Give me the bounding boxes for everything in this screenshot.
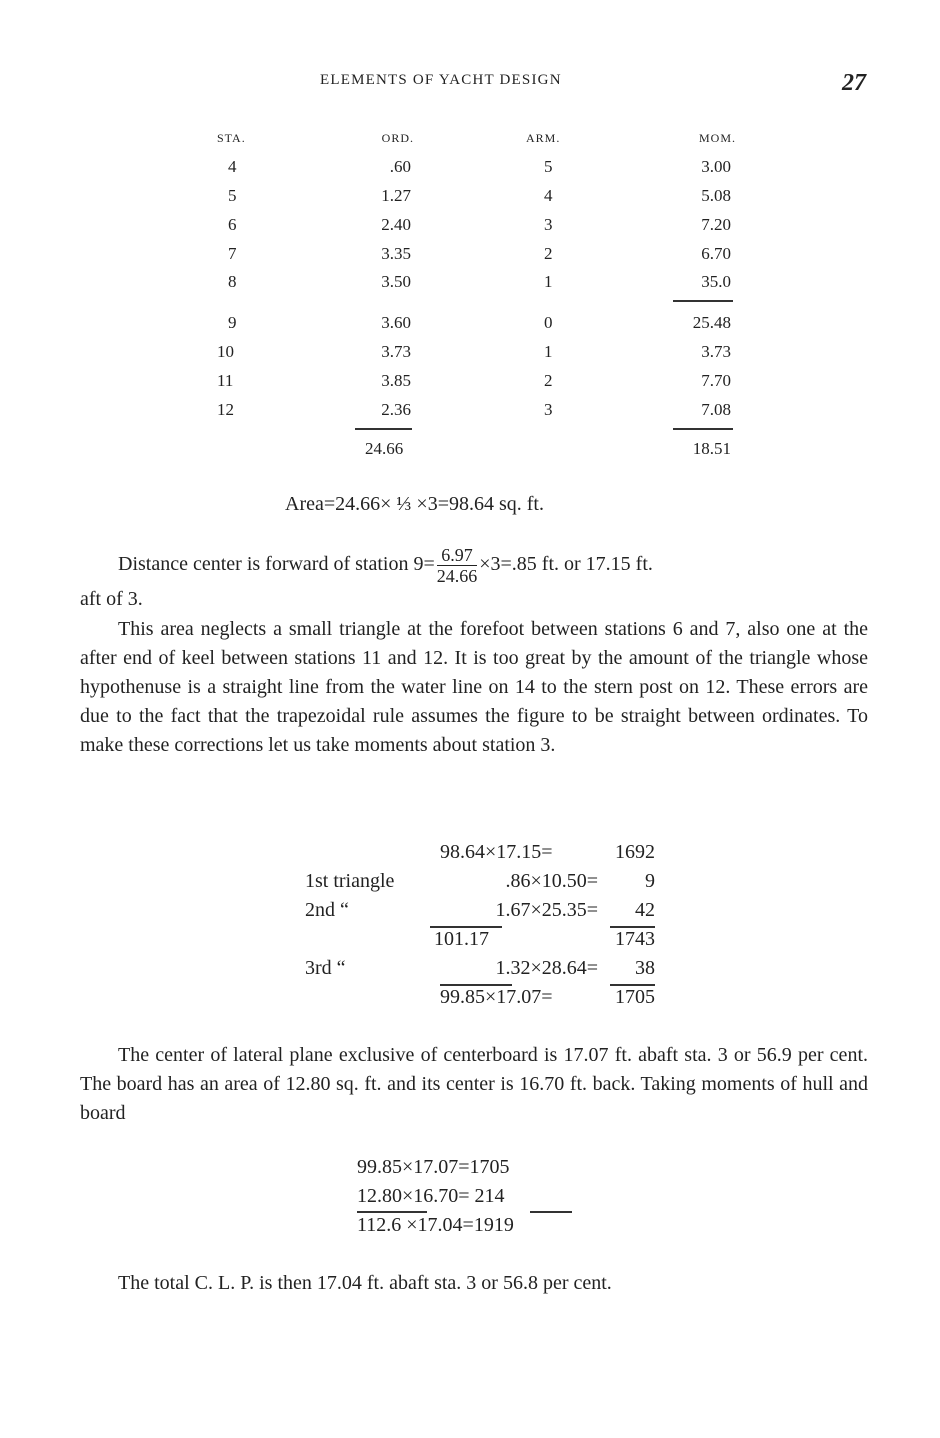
calc2-line: 112.6 ×17.04=1919 [357, 1214, 514, 1236]
moment-total: 18.51 [692, 439, 731, 458]
moment-cell: 7.08 [701, 400, 731, 419]
area-equation: Area=24.66× ⅓ ×3=98.64 sq. ft. [285, 493, 544, 515]
sum-rule [673, 428, 733, 430]
sum-rule [440, 984, 512, 986]
ordinate-total: 24.66 [365, 439, 404, 458]
calc-result: 1743 [615, 928, 655, 950]
moment-cell: 7.70 [701, 371, 731, 390]
table-header: STA. [217, 131, 246, 145]
distance-continuation: aft of 3. [80, 588, 143, 610]
denominator: 24.66 [436, 566, 478, 586]
table-header: MOM. [698, 131, 736, 145]
calc-result: 38 [635, 957, 655, 979]
arm-cell: 0 [544, 313, 553, 332]
paragraph-text: The total C. L. P. is then 17.04 ft. abaft sta. 3 or 56.8 per cent. [118, 1272, 612, 1294]
calc-expression: 101.17 [434, 928, 489, 950]
ordinate-cell: 3.60 [381, 313, 411, 332]
paragraph-text: This area neglects a small triangle at the forefoot between stations 6 and 7, also one at the after end of keel between stations 11 and 12. It is too great by the amount of the triangle whose hypothenuse is a straight line from the water line on 14 to the stern post on 12. These errors are due to the fact that the trapezoidal rule assumes the figure to be straight between ordinates. To make these corrections let us take moments about station 3. [80, 618, 868, 756]
calc-expression: 98.64×17.15= [440, 841, 553, 863]
ordinate-cell: 3.35 [381, 244, 411, 263]
arm-cell: 4 [544, 186, 553, 205]
calc-result: 1692 [615, 841, 655, 863]
calc2-line: 12.80×16.70= 214 [357, 1185, 505, 1207]
running-header: ELEMENTS OF YACHT DESIGN [320, 72, 562, 88]
calc-expression: 99.85×17.07= [440, 986, 553, 1008]
ordinate-cell: 2.36 [381, 400, 411, 419]
station-cell: 11 [217, 371, 234, 390]
numerator: 6.97 [437, 545, 478, 566]
arm-cell: 3 [544, 215, 553, 234]
distance-equation [118, 545, 653, 586]
sum-rule [430, 926, 502, 928]
sum-rule [673, 300, 733, 302]
arm-cell: 1 [544, 342, 553, 361]
table-header: ARM. [526, 131, 561, 145]
station-cell: 12 [217, 400, 234, 419]
sum-rule [355, 428, 412, 430]
station-cell: 8 [228, 272, 237, 291]
arm-cell: 1 [544, 272, 553, 291]
fraction [437, 545, 478, 586]
ordinate-cell: 3.73 [381, 342, 411, 361]
paragraph-text: The center of lateral plane exclusive of centerboard is 17.07 ft. abaft sta. 3 or 56.9 per cent. The board has an area of 12.80 sq. ft. and its center is 16.70 ft. back. Taking moments of hull and board [80, 1044, 868, 1124]
calc-expression: .86×10.50= [505, 870, 598, 892]
moment-cell: 25.48 [692, 313, 731, 332]
arm-cell: 3 [544, 400, 553, 419]
calc-label: 1st triangle [305, 870, 395, 892]
sum-rule [610, 926, 655, 928]
moment-cell: 3.73 [701, 342, 731, 361]
sum-rule [610, 984, 655, 986]
station-cell: 5 [228, 186, 237, 205]
moment-cell: 35.0 [701, 272, 731, 291]
station-cell: 4 [228, 157, 237, 176]
calc-expression: 1.32×28.64= [495, 957, 598, 979]
ordinate-cell: 3.50 [381, 272, 411, 291]
ordinate-cell: 2.40 [381, 215, 411, 234]
calc2-line: 99.85×17.07=1705 [357, 1156, 510, 1178]
ordinate-cell: .60 [389, 157, 411, 176]
arm-cell: 2 [544, 371, 553, 390]
moment-cell: 3.00 [701, 157, 731, 176]
moment-cell: 6.70 [701, 244, 731, 263]
table-header: ORD. [381, 131, 414, 145]
calc-expression: 1.67×25.35= [495, 899, 598, 921]
page-number: 27 [842, 70, 866, 96]
moment-cell: 5.08 [701, 186, 731, 205]
arm-cell: 2 [544, 244, 553, 263]
station-cell: 6 [228, 215, 237, 234]
station-cell: 7 [228, 244, 237, 263]
calc-result: 1705 [615, 986, 655, 1008]
calc-result: 42 [635, 899, 655, 921]
calc-label: 2nd “ [305, 899, 349, 921]
ordinate-cell: 1.27 [381, 186, 411, 205]
arm-cell: 5 [544, 157, 553, 176]
calc-result: 9 [645, 870, 655, 892]
distance-prefix: Distance center is forward of station 9= [118, 553, 435, 576]
calc-label: 3rd “ [305, 957, 346, 979]
distance-suffix: ×3=.85 ft. or 17.15 ft. [479, 553, 653, 576]
final-sentence [80, 1269, 868, 1298]
paragraph-corrections [80, 615, 868, 760]
moment-cell: 7.20 [701, 215, 731, 234]
station-cell: 10 [217, 342, 234, 361]
ordinate-cell: 3.85 [381, 371, 411, 390]
paragraph-center-lateral-plane [80, 1041, 868, 1128]
station-cell: 9 [228, 313, 237, 332]
